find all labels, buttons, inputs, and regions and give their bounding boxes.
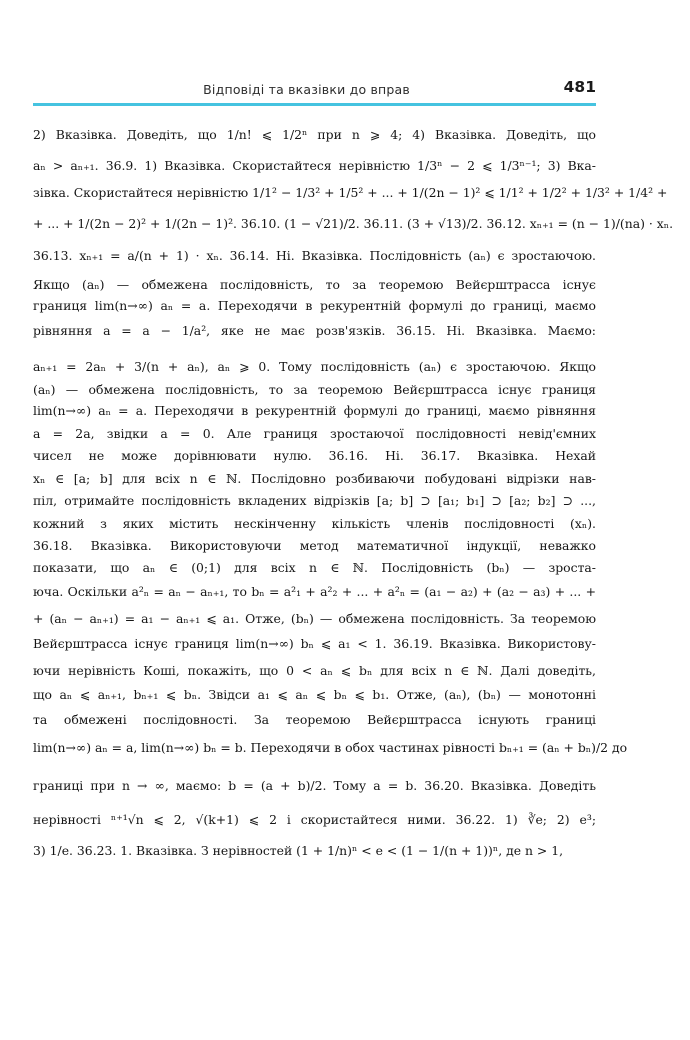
text-line: aₙ > aₙ₊₁. 36.9. 1) Вказівка. Скористайтеся нерівністю 1/3ⁿ − 2 ⩽ 1/3ⁿ⁻¹; 3) Вка- (33, 158, 596, 173)
header-rule (33, 103, 596, 106)
page-number: 481 (563, 78, 596, 96)
text-line: нерівності ⁿ⁺¹√n ⩽ 2, √(k+1) ⩽ 2 і скористайтеся ними. 36.22. 1) ∛e; 2) e³; (33, 812, 596, 827)
text-line: Якщо (aₙ) — обмежена послідовність, то за теоремою Вейєрштрасса існує (33, 277, 596, 292)
text-line: зівка. Скористайтеся нерівністю 1/1² − 1/3² + 1/5² + ... + 1/(2n − 1)² ⩽ 1/1² + 1/2² + 1/3² + 1/4² + (33, 185, 668, 200)
text-line: 3) 1/e. 36.23. 1. Вказівка. З нерівностей (1 + 1/n)ⁿ < e < (1 − 1/(n + 1))ⁿ, де n > 1, (33, 843, 564, 858)
running-header-title: Відповіді та вказівки до вправ (203, 82, 410, 97)
text-line: lim(n→∞) aₙ = a. Переходячи в рекурентній формулі до границі, маємо рівняння (33, 403, 596, 418)
text-line: a = 2a, звідки a = 0. Але границя зростаючої послідовності невід'ємних (33, 426, 596, 441)
text-line: та обмежені послідовності. За теоремою Вейєрштрасса існують границі (33, 712, 596, 727)
text-line: 36.18. Вказівка. Використовуючи метод математичної індукції, неважко (33, 538, 596, 553)
text-line: 36.13. xₙ₊₁ = a/(n + 1) · xₙ. 36.14. Ні. Вказівка. Послідовність (aₙ) є зростаючою. (33, 248, 596, 263)
text-line: + ... + 1/(2n − 2)² + 1/(2n − 1)². 36.10. (1 − √21)/2. 36.11. (3 + √13)/2. 36.12. xₙ₊₁ = (n − 1)/(na) · xₙ. (33, 216, 674, 231)
text-line: + (aₙ − aₙ₊₁) = a₁ − aₙ₊₁ ⩽ a₁. Отже, (bₙ) — обмежена послідовність. За теоремою (33, 611, 596, 626)
text-line: lim(n→∞) aₙ = a, lim(n→∞) bₙ = b. Переходячи в обох частинах рівності bₙ₊₁ = (aₙ + bₙ)/2 до (33, 740, 628, 755)
text-line: показати, що aₙ ∈ (0;1) для всіх n ∈ ℕ. Послідовність (bₙ) — зроста- (33, 560, 596, 575)
text-line: рівняння a = a − 1/a², яке не має розв'язків. 36.15. Ні. Вказівка. Маємо: (33, 323, 596, 338)
text-line: (aₙ) — обмежена послідовність, то за теоремою Вейєрштрасса існує границя (33, 382, 596, 397)
text-line: кожний з яких містить нескінченну кількість членів послідовності (xₙ). (33, 516, 596, 531)
text-line: 2) Вказівка. Доведіть, що 1/n! ⩽ 1/2ⁿ при n ⩾ 4; 4) Вказівка. Доведіть, що (33, 127, 596, 142)
text-line: границі при n → ∞, маємо: b = (a + b)/2. Тому a = b. 36.20. Вказівка. Доведіть (33, 778, 596, 793)
text-line: Вейєрштрасса існує границя lim(n→∞) bₙ ⩽ a₁ < 1. 36.19. Вказівка. Використову- (33, 636, 596, 651)
text-line: що aₙ ⩽ aₙ₊₁, bₙ₊₁ ⩽ bₙ. Звідси a₁ ⩽ aₙ ⩽ bₙ ⩽ b₁. Отже, (aₙ), (bₙ) — монотонні (33, 687, 596, 702)
text-line: чисел не може дорівнювати нулю. 36.16. Ні. 36.17. Вказівка. Нехай (33, 448, 596, 463)
text-line: xₙ ∈ [a; b] для всіх n ∈ ℕ. Послідовно розбиваючи побудовані відрізки нав- (33, 471, 596, 486)
text-line: aₙ₊₁ = 2aₙ + 3/(n + aₙ), aₙ ⩾ 0. Тому послідовність (aₙ) є зростаючою. Якщо (33, 359, 596, 374)
text-line: піл, отримайте послідовність вкладених відрізків [a; b] ⊃ [a₁; b₁] ⊃ [a₂; b₂] ⊃ ..., (33, 493, 596, 508)
text-line: юча. Оскільки a²ₙ = aₙ − aₙ₊₁, то bₙ = a²₁ + a²₂ + ... + a²ₙ = (a₁ − a₂) + (a₂ − a₃) + ... + (33, 584, 596, 599)
text-line: границя lim(n→∞) aₙ = a. Переходячи в рекурентній формулі до границі, маємо (33, 298, 596, 313)
text-line: ючи нерівність Коші, покажіть, що 0 < aₙ ⩽ bₙ для всіх n ∈ ℕ. Далі доведіть, (33, 663, 596, 678)
